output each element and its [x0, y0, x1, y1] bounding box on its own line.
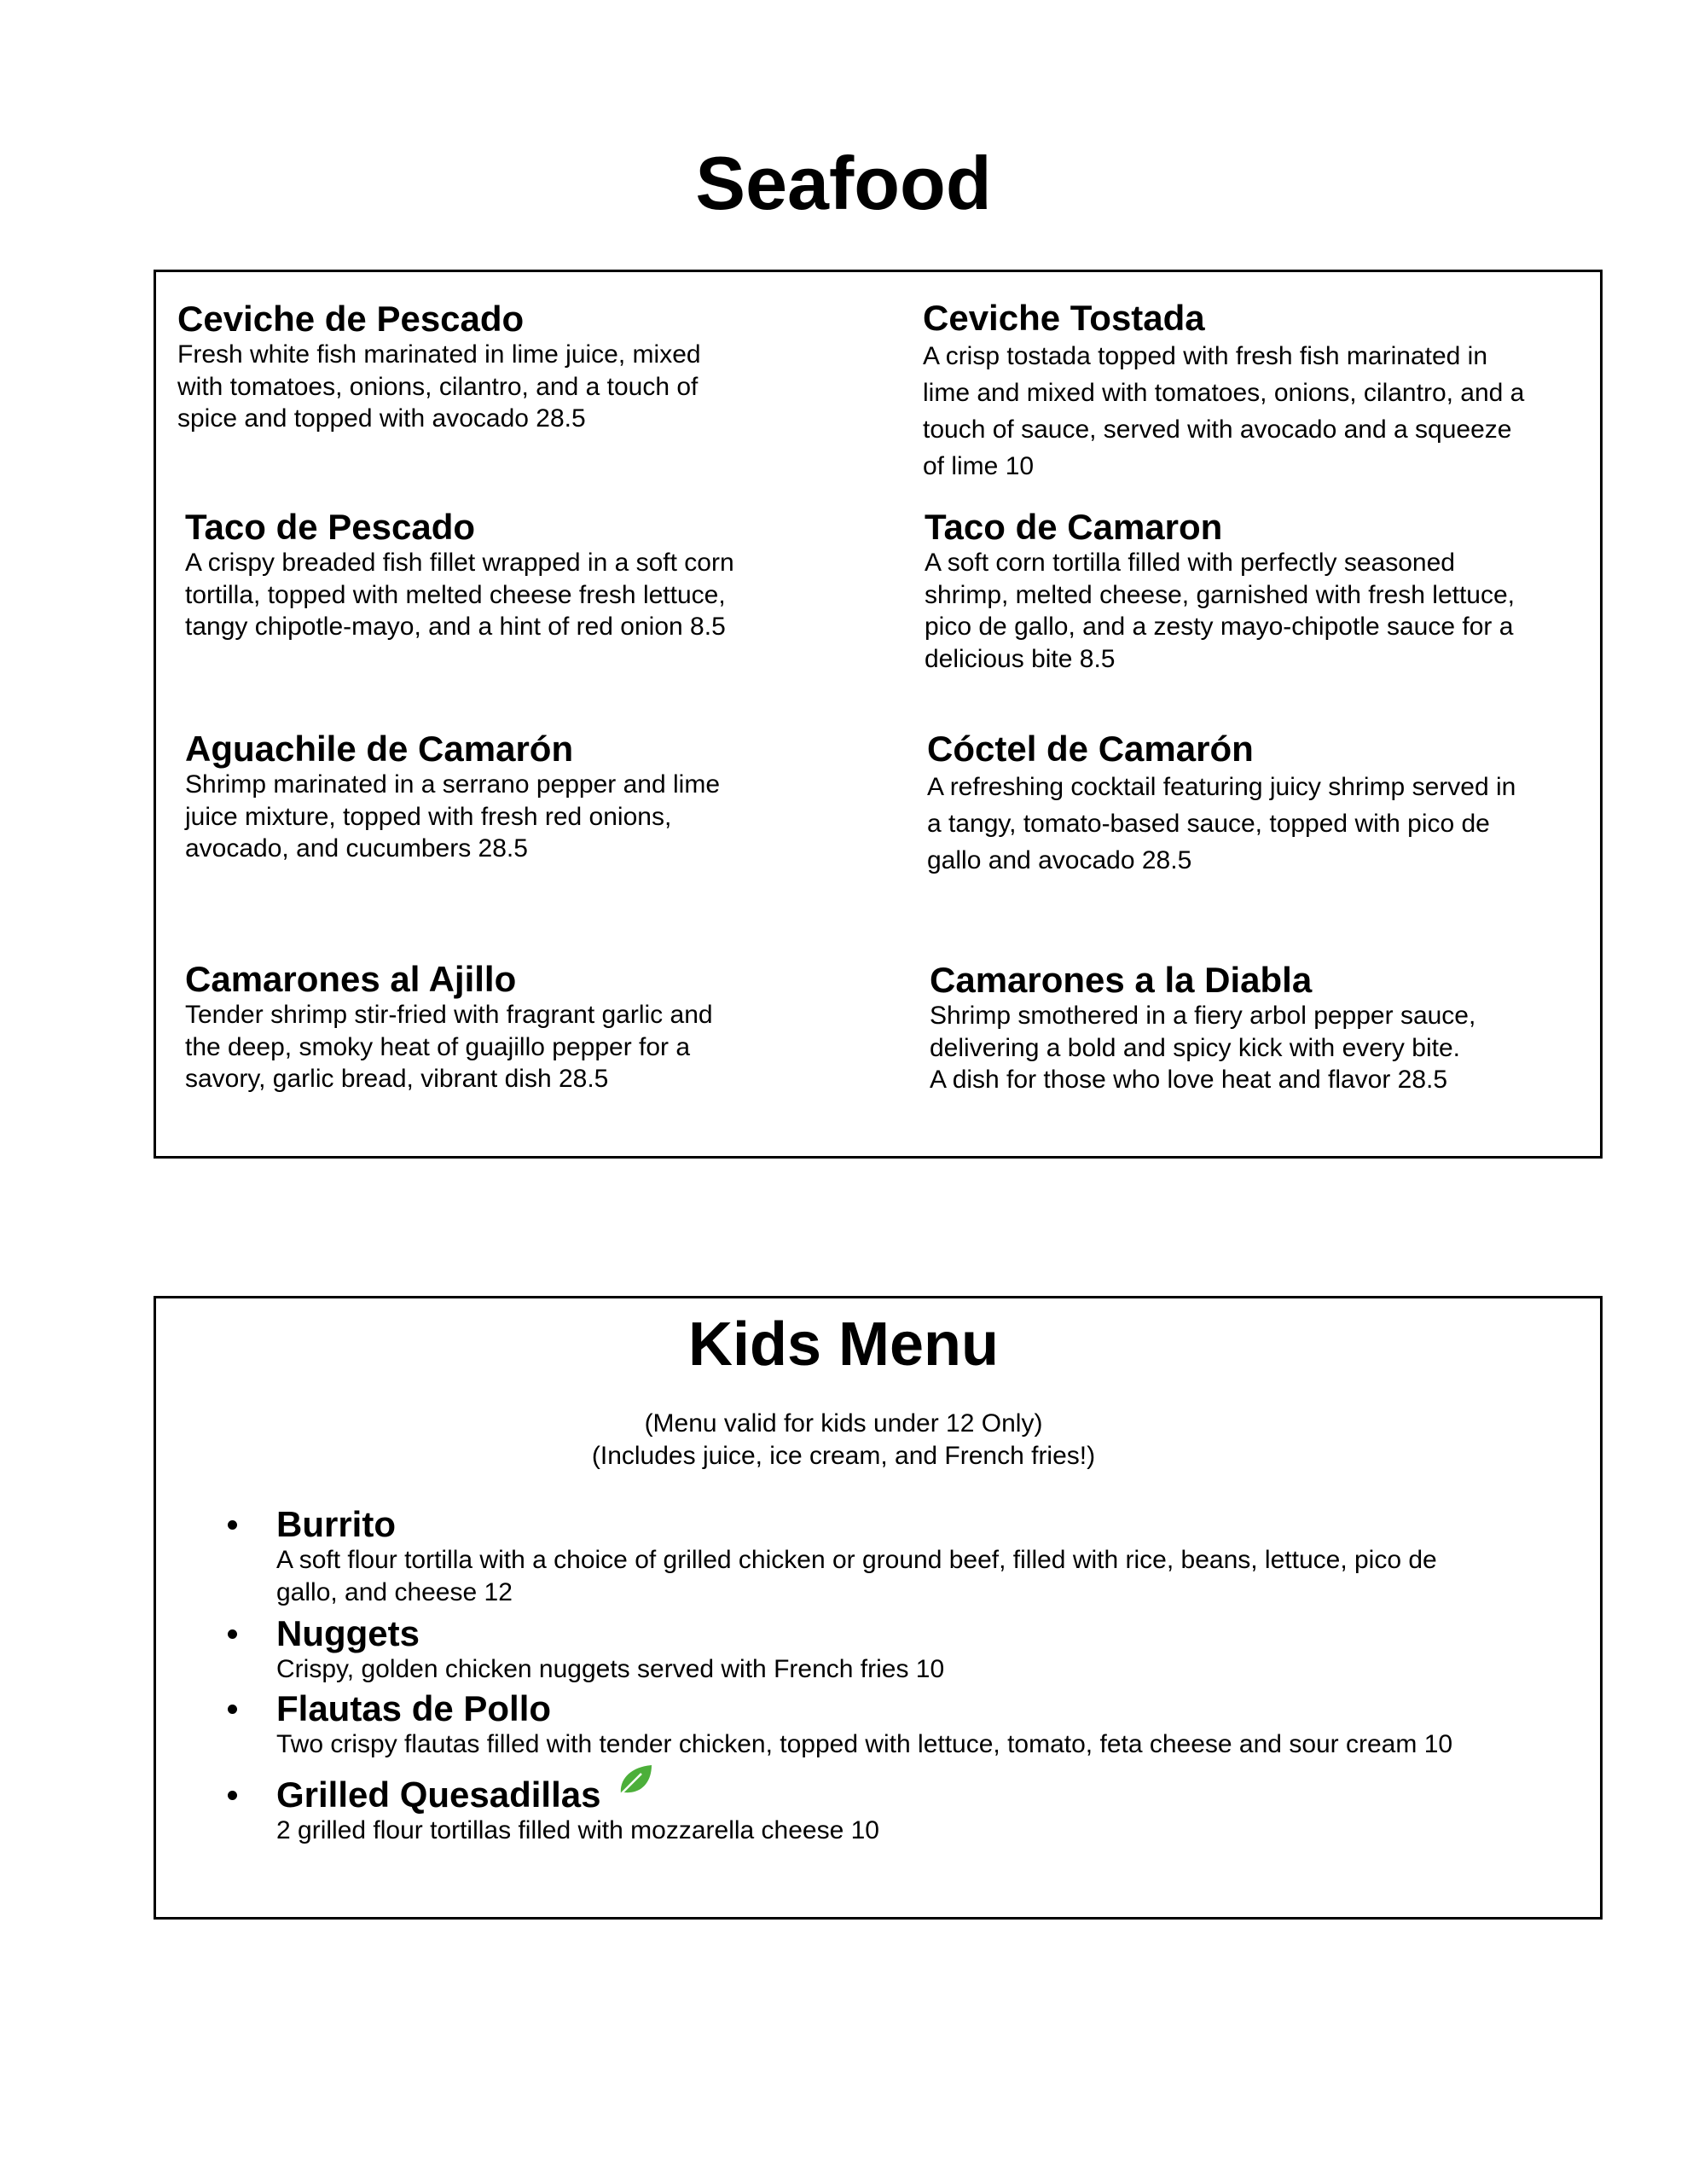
item-name: Taco de Camaron: [925, 507, 1223, 547]
vegetarian-leaf-icon: [616, 1763, 653, 1805]
item-description: Crispy, golden chicken nuggets served with French fries 10: [276, 1655, 945, 1683]
item-description: Fresh white fish marinated in lime juice, mixed with tomatoes, onions, cilantro, and a touch of spice and topped with avocado 28.5: [177, 340, 701, 433]
item-description: A soft corn tortilla filled with perfectly seasoned shrimp, melted cheese, garnished with fresh lettuce, pico de gallo, and a zesty mayo-chipotle sauce for a delicious bite 8.5: [925, 549, 1516, 673]
item-name: Flautas de Pollo: [276, 1688, 552, 1728]
list-item: [276, 1614, 944, 1686]
item-name: Ceviche Tostada: [923, 298, 1205, 338]
kids-includes-note: (Includes juice, ice cream, and French fries!): [591, 1442, 1096, 1470]
item-description: A soft flour tortilla with a choice of grilled chicken or ground beef, filled with rice, beans, lettuce, pico de gallo, and cheese 12: [276, 1546, 1437, 1606]
section-title-kids: Kids Menu: [687, 1310, 999, 1379]
menu-item: [923, 299, 1524, 485]
bullet-icon: [228, 1629, 237, 1639]
item-description: A crispy breaded fish fillet wrapped in a soft corn tortilla, topped with melted cheese fresh lettuce, tangy chipotle-mayo, and a hint of red onion 8.5: [185, 549, 734, 642]
bullet-icon: [228, 1705, 237, 1714]
menu-item: [930, 961, 1475, 1096]
item-name-row: [276, 1775, 879, 1815]
item-name: Nuggets: [276, 1613, 420, 1653]
item-name: Burrito: [276, 1504, 396, 1544]
bullet-icon: [228, 1520, 237, 1530]
item-description: A crisp tostada topped with fresh fish marinated in lime and mixed with tomatoes, onions, cilantro, and a touch of sauce, served with avocado and a squeeze of lime 10: [923, 342, 1525, 480]
item-name: Camarones al Ajillo: [185, 959, 517, 999]
menu-item: [927, 729, 1516, 879]
section-title-seafood: Seafood: [695, 141, 992, 225]
item-description: A refreshing cocktail featuring juicy shrimp served in a tangy, tomato-based sauce, topped with pico de gallo and avocado 28.5: [927, 773, 1516, 874]
kids-age-note: (Menu valid for kids under 12 Only): [644, 1409, 1043, 1438]
item-name: Aguachile de Camarón: [185, 729, 574, 769]
item-name: Taco de Pescado: [185, 507, 476, 547]
list-item: [276, 1505, 1437, 1609]
item-name: Grilled Quesadillas: [276, 1774, 601, 1815]
item-description: 2 grilled flour tortillas filled with mozzarella cheese 10: [276, 1816, 879, 1844]
menu-item: [185, 729, 720, 865]
menu-item: [185, 960, 713, 1095]
item-name: Ceviche de Pescado: [177, 299, 525, 339]
bullet-icon: [228, 1791, 237, 1800]
item-description: Two crispy flautas filled with tender chicken, topped with lettuce, tomato, feta cheese and sour cream 10: [276, 1730, 1453, 1758]
item-name: Cóctel de Camarón: [927, 729, 1254, 769]
menu-item: [177, 299, 701, 435]
item-description: Shrimp smothered in a fiery arbol pepper sauce, delivering a bold and spicy kick with every bite. A dish for those who love heat and flavor 28.5: [930, 1002, 1476, 1095]
menu-item: [925, 508, 1515, 675]
item-description: Tender shrimp stir-fried with fragrant garlic and the deep, smoky heat of guajillo pepper for a savory, garlic bread, vibrant dish 28.5: [185, 1001, 713, 1094]
menu-item: [185, 508, 734, 643]
list-item: [276, 1775, 879, 1847]
item-name: Camarones a la Diabla: [930, 960, 1313, 1000]
item-description: Shrimp marinated in a serrano pepper and lime juice mixture, topped with fresh red onions, avocado, and cucumbers 28.5: [185, 770, 720, 863]
list-item: [276, 1689, 1452, 1761]
